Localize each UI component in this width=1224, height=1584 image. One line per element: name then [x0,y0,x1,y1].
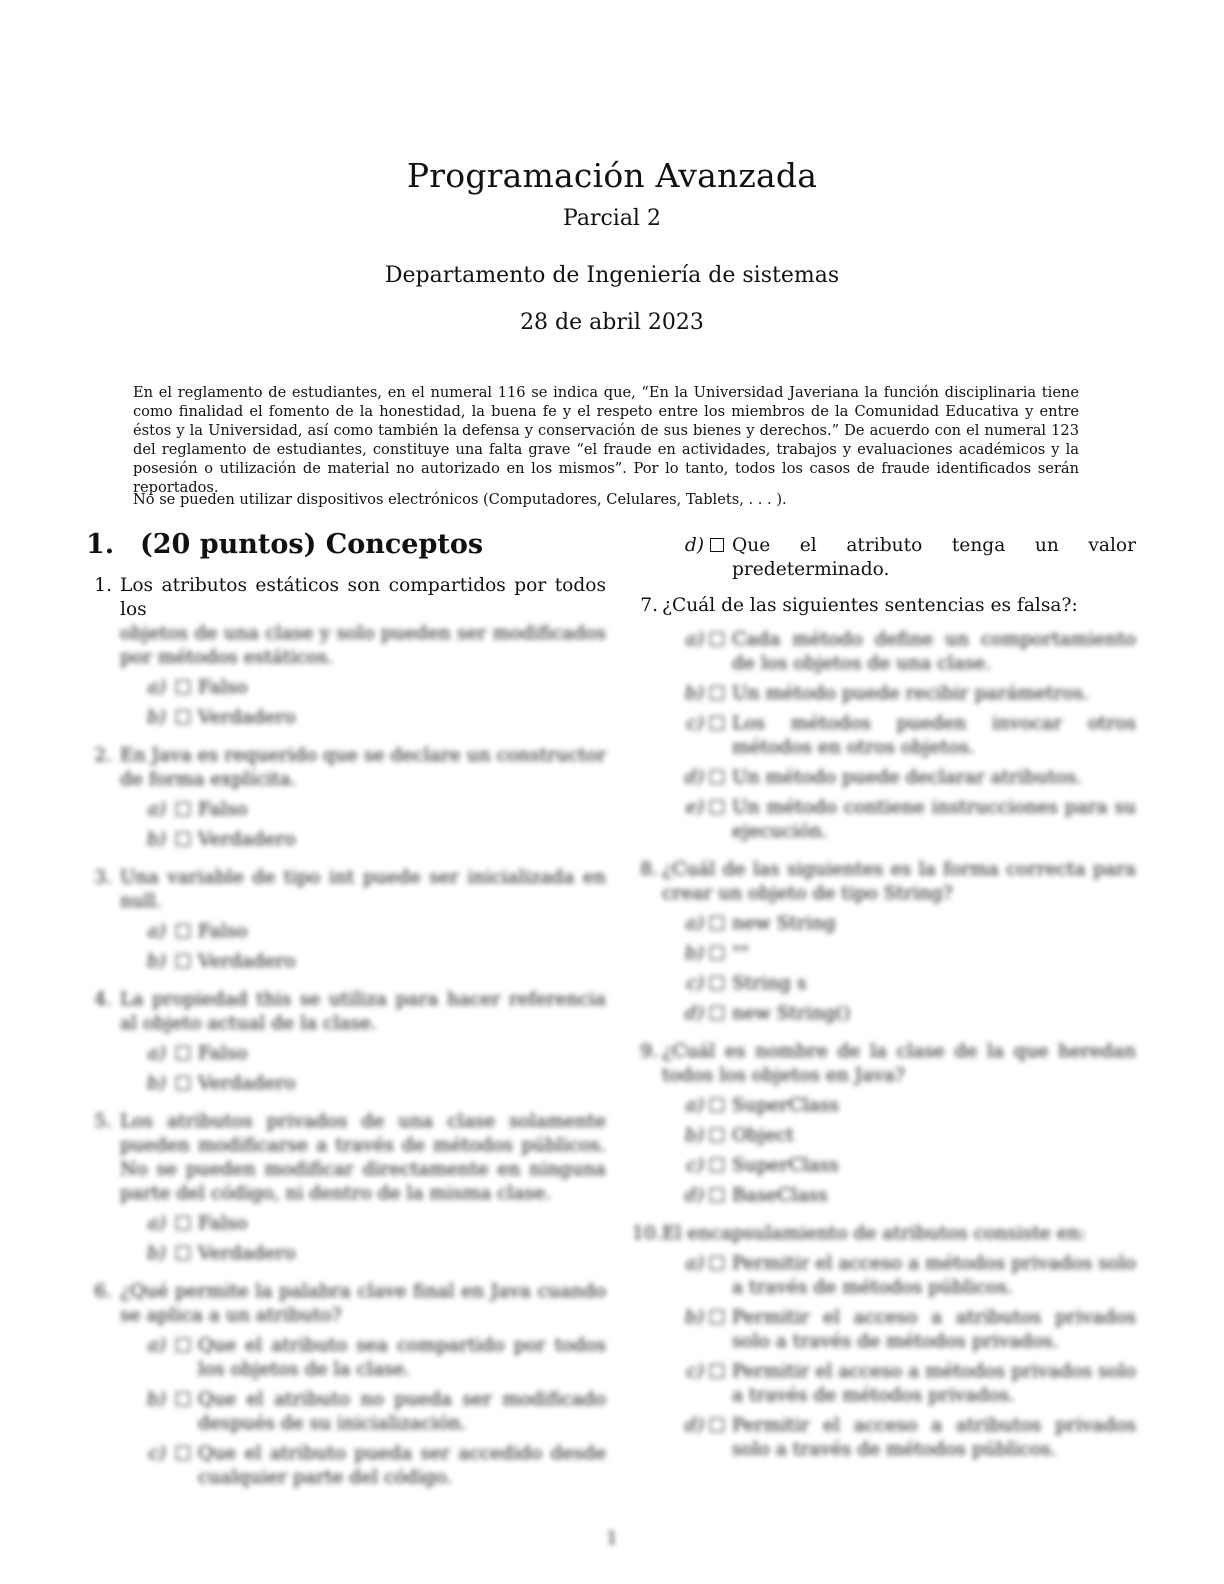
page-number: 1 [606,1528,618,1549]
option-c[interactable]: c) SuperClass [686,1155,839,1176]
option-d[interactable]: d) Permitir el acceso a atributos privados solo a través de métodos públicos. [684,1415,1136,1460]
question-9: 9. ¿Cuál es nombre de la clase de la que heredan todos los objetos en Java? a) SuperClass b) Object c) SuperClass d) BaseClass [636,1040,1136,1208]
checkbox-icon [710,916,724,930]
question-text: ¿Cuál de las siguientes es la forma correcta para crear un objeto de tipo String? [662,859,1136,904]
checkbox-icon [710,686,724,700]
option-b[interactable]: b) Verdadero [146,1073,296,1094]
options [636,1094,1136,1208]
checkbox-icon [176,1338,190,1352]
option-b[interactable]: b) Verdadero [146,1243,296,1264]
option-c[interactable]: c) Los métodos pueden invocar otros métodos en otros objetos. [686,713,1136,758]
option-a[interactable]: a) Permitir el acceso a métodos privados solo a través de métodos públicos. [685,1253,1136,1298]
section-heading [86,528,606,562]
option-d[interactable]: d) Un método puede declarar atributos. [684,767,1083,788]
question-3: 3. Una variable de tipo int puede ser inicializada en null. a) Falso b) Verdadero [86,866,606,974]
document-subtitle: Parcial 2 [563,206,661,231]
question-number: 1. [94,575,112,596]
question-text: Los atributos privados de una clase solamente pueden modificarse a través de métodos públicos. No se pueden modificar directamente en ninguna parte del código, ni dentro de la misma clase. [120,1111,606,1204]
checkbox-icon [710,770,724,784]
option-b[interactable]: b) Verdadero [146,951,296,972]
checkbox-icon [176,1216,190,1230]
department: Departamento de Ingeniería de sistemas [384,263,840,288]
checkbox-icon [710,1364,724,1378]
option-a[interactable]: a) Falso [147,1043,248,1064]
question-text: El encapsulamiento de atributos consiste en: [662,1223,1086,1244]
option-b[interactable]: b) Verdadero [146,707,296,728]
checkbox-icon [176,710,190,724]
options [636,628,1136,844]
question-text: ¿Cuál de las siguientes sentencias es falsa?: [662,595,1078,616]
checkbox-icon [176,1246,190,1260]
checkbox-icon [710,1128,724,1142]
question-4: 4. La propiedad this se utiliza para hacer referencia al objeto actual de la clase. a) Falso b) Verdadero [86,988,606,1096]
options [636,912,1136,1026]
question-text: En Java es requerido que se declare un constructor de forma explícita. [120,745,606,790]
document-title: Programación Avanzada [406,156,818,195]
question-text: Una variable de tipo int puede ser inicializada en null. [120,867,606,912]
option-c[interactable]: c) Que el atributo pueda ser accedido desde cualquier parte del código. [148,1443,606,1488]
checkbox-icon [710,1418,724,1432]
question-7 [636,594,1136,844]
question-text: ¿Qué permite la palabra clave final en Java cuando se aplica a un atributo? [120,1281,606,1326]
question-text-blurred: objetos de una clase y solo pueden ser modificados por métodos estáticos. [120,623,606,668]
section-title: (20 puntos) Conceptos [140,529,484,560]
options [86,798,606,852]
question-1 [86,574,606,730]
checkbox-icon [176,802,190,816]
question-text: La propiedad this se utiliza para hacer referencia al objeto actual de la clase. [120,989,606,1034]
checkbox-icon [710,946,724,960]
checkbox-icon [176,680,190,694]
checkbox-icon [710,1006,724,1020]
checkbox-icon [710,1188,724,1202]
devices-notice: No se pueden utilizar dispositivos electrónicos (Computadores, Celulares, Tablets, . . . ). [133,491,787,508]
options [86,676,606,730]
checkbox-icon [710,538,724,552]
options [86,1212,606,1266]
fraud-notice: En el reglamento de estudiantes, en el numeral 116 se indica que, “En la Universidad Javeriana la función disciplinaria tiene como finalidad el fomento de la honestidad, la buena fe y el respeto entre los miembros de la Comunidad Educativa y entre éstos y la Universidad, así como también la defensa y conservación de sus bienes y derechos.” De acuerdo con el numeral 123 del reglamento de estudiantes, constituye una falta grave “el fraude en actividades, trabajos y evaluaciones académicos y la posesión o utilización de material no autorizado en los mismos”. Por lo tanto, todos los casos de fraude identificados serán reportados. [133,384,1079,496]
options [86,1334,606,1490]
checkbox-icon [176,924,190,938]
option-b[interactable]: b) "" [684,943,750,964]
exam-date: 28 de abril 2023 [520,310,704,335]
option-b[interactable]: b) Que el atributo no pueda ser modificado después de su inicialización. [146,1389,606,1434]
question-6: 6. ¿Qué permite la palabra clave final en Java cuando se aplica a un atributo? a) Que el atributo sea compartido por todos los objetos de la clase. b) Que el atributo no pueda ser modificado después de su inicialización. c) Que el atributo pueda ser accedido desde cualquier parte del código. [86,1280,606,1490]
question-text-visible: Los atributos estáticos son compartidos por todos los [120,575,606,620]
option-a[interactable]: a) new String [685,913,836,934]
left-column [86,528,606,1490]
option-c[interactable]: c) String s [686,973,807,994]
checkbox-icon [176,1446,190,1460]
checkbox-icon [176,954,190,968]
option-b[interactable]: b) Verdadero [146,829,296,850]
option-b[interactable]: b) Un método puede recibir parámetros. [684,683,1090,704]
checkbox-icon [176,1392,190,1406]
checkbox-icon [710,800,724,814]
option-a[interactable]: a) SuperClass [685,1095,839,1116]
option-a[interactable]: a) Que el atributo sea compartido por todos los objetos de la clase. [147,1335,606,1380]
option-b[interactable]: b) Permitir el acceso a atributos privados solo a través de métodos privados. [684,1307,1136,1352]
option-d[interactable]: d) new String() [684,1003,851,1024]
question-text: ¿Cuál es nombre de la clase de la que heredan todos los objetos en Java? [662,1041,1136,1086]
right-column [632,528,1136,1462]
checkbox-icon [710,1256,724,1270]
checkbox-icon [710,716,724,730]
checkbox-icon [176,1046,190,1060]
checkbox-icon [176,832,190,846]
question-number: 7. [640,595,658,616]
options [86,920,606,974]
option-a[interactable]: a) Falso [147,1213,248,1234]
option-d[interactable]: d) Que el atributo tenga un valor predeterminado. [684,535,1136,580]
option-b[interactable]: b) Object [684,1125,794,1146]
option-a[interactable]: a) Cada método define un comportamiento de los objetos de una clase. [685,629,1136,674]
option-a[interactable]: a) Falso [147,677,248,698]
checkbox-icon [710,1310,724,1324]
question-2: 2. En Java es requerido que se declare un constructor de forma explícita. a) Falso b) Verdadero [86,744,606,852]
checkbox-icon [710,976,724,990]
checkbox-icon [176,1076,190,1090]
options-continued [636,534,1136,582]
option-c[interactable]: c) Permitir el acceso a métodos privados solo a través de métodos privados. [686,1361,1136,1406]
option-d[interactable]: d) BaseClass [684,1185,828,1206]
option-a[interactable]: a) Falso [147,921,248,942]
option-e[interactable]: e) Un método contiene instrucciones para su ejecución. [685,797,1136,842]
question-10: 10. El encapsulamiento de atributos consiste en: a) Permitir el acceso a métodos privados solo a través de métodos públicos. b) Permitir el acceso a atributos privados solo a través de métodos privados. c) Permitir el acceso a métodos privados solo a través de métodos privados. d) Permitir el acceso a atributos privados solo a través de métodos públicos. [632,1223,1136,1460]
question-8: 8. ¿Cuál de las siguientes es la forma correcta para crear un objeto de tipo String? a) new String b) "" c) String s d) new String() [636,858,1136,1026]
option-a[interactable]: a) Falso [147,799,248,820]
checkbox-icon [710,632,724,646]
question-5: 5. Los atributos privados de una clase solamente pueden modificarse a través de métodos públicos. No se pueden modificar directamente en ninguna parte del código, ni dentro de la misma clase. a) Falso b) Verdadero [86,1110,606,1266]
options [86,1042,606,1096]
checkbox-icon [710,1158,724,1172]
checkbox-icon [710,1098,724,1112]
options [636,1252,1136,1462]
section-number: 1. [86,529,115,560]
